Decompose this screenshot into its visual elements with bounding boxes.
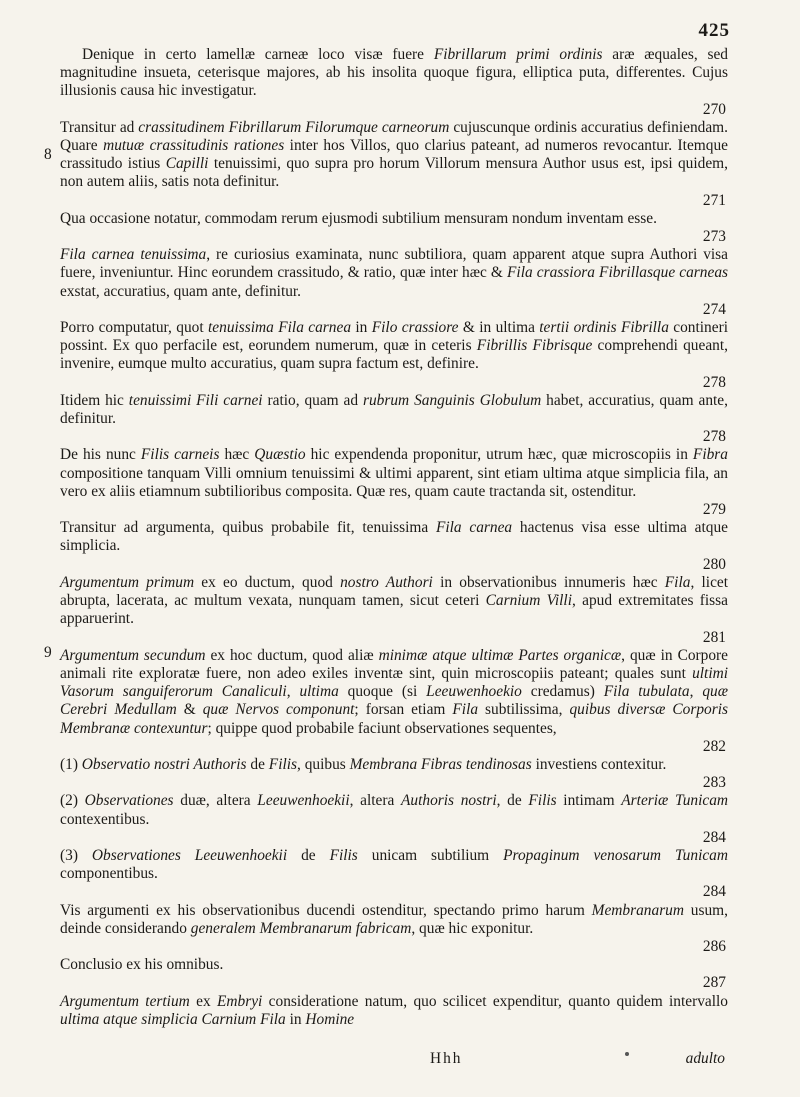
paragraph-text: ex hoc ductum, quod aliæ	[205, 646, 379, 664]
section-reference-number: 283	[702, 774, 726, 792]
italic-term: Filis carneis	[140, 446, 220, 464]
signature-mark: Hhh	[430, 1050, 463, 1067]
section-reference-number: 284	[702, 828, 726, 846]
paragraph-text: investiens contexitur.	[531, 755, 667, 773]
paragraph-text: ,	[286, 683, 300, 701]
paragraph-text: Vis argumenti ex his observationibus ducendi ostenditur, spectando primo harum	[60, 901, 592, 919]
paragraph-text: De his nunc	[60, 446, 141, 464]
summary-paragraph	[60, 902, 728, 938]
italic-term: Fibrillarum primi ordinis	[433, 46, 603, 63]
italic-term: Filis	[528, 792, 557, 810]
italic-term: Filo crassiore	[371, 319, 459, 337]
paragraph-text: contineri possint. Ex quo perfacile est, eorundem numerum, quæ in ceteris	[60, 319, 728, 355]
paragraph-text: ex	[189, 992, 218, 1010]
section-reference-number: 284	[702, 883, 726, 901]
paragraph-text: hic expendenda proponitur, utrum hæc, quæ microscopiis in	[305, 446, 693, 464]
paragraph-text: tenuissimi, quo supra pro horum Villorum mensura Author usus est, ipsi quidem, non autem aliis, satis nota definitur.	[60, 155, 728, 191]
italic-term: Quæstio	[254, 446, 306, 464]
italic-term: ultimi Vasorum sanguiferorum Canaliculi	[60, 664, 728, 701]
paragraph-text: quoque (si	[338, 683, 427, 701]
paragraph-text: aræ æquales, sed magnitudine insueta, ceterisque majores, ab his insolita quoque figura, elliptica puta, differentes. Cujus illusionis causa hic investigatur.	[60, 46, 728, 100]
paragraph-text: credamus)	[521, 683, 604, 701]
italic-term: ultima atque simplicia Carnium Fila	[60, 1010, 286, 1028]
margin-number: 9	[44, 644, 52, 661]
paragraph-text: ; forsan etiam	[354, 701, 453, 719]
paragraph-text: Transitur ad	[60, 118, 139, 136]
italic-term: Fila crassiora Fibrillasque carneas	[507, 264, 728, 282]
italic-term: Fila carnea	[435, 519, 513, 537]
summary-paragraph	[60, 210, 728, 228]
paragraph-text: cujuscunque ordinis accuratius definiendam. Quare	[60, 118, 728, 155]
paragraph-text: , de	[496, 792, 529, 810]
italic-term: Observationes Leeuwenhoekii	[91, 846, 288, 864]
paragraph-text: exstat, accuratius, quam ante, definitur.	[60, 282, 302, 300]
paragraph-text: usum, deinde considerando	[60, 901, 728, 937]
italic-term: nostro Authori	[340, 573, 433, 591]
paragraph-text: consideratione natum, quo scilicet expenditur, quanto quidem intervallo	[262, 992, 728, 1010]
paragraph-text: componentibus.	[60, 865, 158, 883]
italic-term: Carnium Villi	[485, 592, 572, 610]
section-reference-number: 273	[702, 228, 726, 246]
italic-term: Argumentum secundum	[60, 646, 206, 664]
italic-term: Capilli	[165, 155, 209, 173]
page-number: 425	[698, 20, 730, 41]
paragraph-text: in	[285, 1010, 306, 1028]
summary-paragraph	[60, 392, 728, 428]
paragraph-text: , quæ hic exponitur.	[411, 919, 534, 937]
section-reference-number: 280	[702, 555, 726, 573]
catchword: adulto	[685, 1050, 725, 1067]
paragraph-text: contexentibus.	[60, 810, 150, 828]
section-reference-number: 270	[702, 100, 726, 118]
summary-paragraph	[60, 119, 728, 192]
italic-term: quæ Cerebri Medullam	[60, 683, 728, 719]
section-reference-number: 281	[702, 628, 726, 646]
paragraph-text: Denique in certo lamellæ carneæ loco visæ fuere	[82, 46, 434, 63]
italic-term: Leeuwenhoekio	[426, 683, 522, 701]
paragraph-text: de	[287, 846, 330, 864]
paragraph-text: , licet abrupta, lacerata, ac multum vexata, nunquam tamen, sicut ceteri	[60, 573, 729, 610]
italic-term: minimæ atque ultimæ Partes organicæ	[378, 646, 622, 664]
paragraph-text: de	[246, 755, 269, 773]
summary-paragraph	[60, 756, 728, 774]
paragraph-text: hæc	[219, 446, 255, 464]
paragraph-text: hactenus visa esse ultima atque simplicia.	[60, 519, 729, 555]
italic-term: Arteriæ Tunicam	[621, 792, 729, 810]
paragraph-text: , re curiosius examinata, nunc subtiliora, quam apparent atque supra Authori visa fuere, inveniuntur. Hinc eorundem crassitudo, & ratio, quæ inter hæc &	[60, 246, 728, 282]
italic-term: Propaginum venosarum Tunicam	[503, 846, 728, 864]
italic-term: ultima	[299, 683, 339, 701]
summary-paragraph	[60, 519, 728, 555]
italic-term: Membrana Fibras tendinosas	[349, 755, 532, 773]
paragraph-text: ex eo ductum, quod	[194, 573, 341, 591]
summary-text-body	[60, 46, 728, 1029]
paragraph-text: & in ultima	[458, 319, 540, 337]
summary-paragraph	[60, 46, 728, 101]
italic-term: Argumentum tertium	[60, 992, 190, 1010]
paragraph-text: in observationibus innumeris hæc	[432, 573, 665, 591]
italic-term: Fila	[452, 701, 479, 719]
italic-term: tenuissimi Fili carnei	[128, 391, 263, 409]
paragraph-text: (3)	[60, 846, 92, 864]
italic-term: Fila carnea tenuissima	[60, 246, 207, 264]
paragraph-text: unicam subtilium	[357, 846, 504, 864]
italic-term: quibus diversæ Corporis Membranæ contexuntur	[60, 701, 729, 737]
italic-term: Filis	[268, 755, 298, 773]
paragraph-text: subtilissima,	[478, 701, 570, 719]
paragraph-text: duæ, altera	[173, 792, 258, 810]
paragraph-text: ,	[689, 683, 703, 701]
summary-paragraph	[60, 847, 728, 883]
summary-paragraph	[60, 446, 728, 501]
italic-term: Filis	[329, 846, 358, 864]
section-reference-number: 271	[702, 191, 726, 209]
paragraph-text: ratio, quam ad	[262, 391, 363, 409]
paragraph-text: , apud extremitates fissa apparuerint.	[60, 592, 728, 628]
italic-term: Leeuwenhoekii	[257, 792, 350, 810]
italic-term: Fibra	[692, 446, 728, 464]
italic-term: generalem Membranarum fabricam	[190, 919, 412, 937]
paragraph-text: ; quippe quod probabile faciunt observationes sequentes,	[207, 719, 557, 737]
italic-term: Argumentum primum	[60, 573, 195, 591]
paragraph-text: habet, accuratius, quam ante, definitur.	[60, 391, 728, 428]
paragraph-text: inter hos Villos, quo clarius pateant, ad numeros revocantur. Itemque crassitudo istius	[60, 137, 728, 173]
margin-number: 8	[44, 146, 52, 163]
italic-term: rubrum Sanguinis Globulum	[362, 391, 542, 409]
summary-paragraph	[60, 246, 728, 301]
italic-term: mutuæ crassitudinis rationes	[103, 137, 285, 155]
paragraph-text: Conclusio ex his omnibus.	[60, 956, 224, 974]
italic-term: Observatio nostri Authoris	[81, 755, 247, 773]
italic-term: quæ Nervos componunt	[202, 701, 355, 719]
italic-term: Membranarum	[591, 901, 684, 919]
italic-term: tenuissima Fila carnea	[208, 319, 352, 337]
summary-paragraph	[60, 792, 728, 828]
section-reference-number: 278	[702, 428, 726, 446]
paragraph-text: Porro computatur, quot	[60, 319, 209, 337]
italic-term: Fibrillis Fibrisque	[476, 337, 593, 355]
summary-paragraph	[60, 956, 728, 974]
italic-term: Authoris nostri	[401, 792, 497, 810]
paragraph-text: (2)	[60, 792, 85, 810]
paragraph-text: comprehendi queant, invenire, eumque multo accuratius, quam supra factum est, definire.	[60, 337, 728, 373]
summary-paragraph	[60, 319, 728, 374]
italic-term: Observationes	[84, 792, 174, 810]
section-reference-number: 278	[702, 373, 726, 391]
italic-term: tertii ordinis Fibrilla	[539, 319, 669, 337]
paragraph-text: , altera	[349, 792, 402, 810]
paragraph-text: Transitur ad argumenta, quibus probabile fit, tenuissima	[60, 519, 436, 537]
section-reference-number: 279	[702, 501, 726, 519]
paragraph-text: (1)	[60, 755, 82, 773]
paragraph-text: , quæ in Corpore animali rite exploratæ fuere, non adeo exiles inventæ sint, quin microscopiis pateant; quales sunt	[60, 646, 729, 682]
paragraph-text: compositione tanquam Villi omnium tenuissimi & ultimi apparent, sint etiam ultima atque simplicia fila, an vero ex aliis etiamnum subtilioribus composita. Quæ res, quam caute tractanda sit, ostenditur.	[60, 464, 728, 500]
paragraph-text: Qua occasione notatur, commodam rerum ejusmodi subtilium mensuram nondum inventam esse.	[60, 209, 657, 227]
paragraph-text: Itidem hic	[60, 391, 129, 409]
section-reference-number: 274	[702, 300, 726, 318]
paragraph-text: intimam	[556, 792, 622, 810]
italic-term: Embryi	[217, 992, 263, 1010]
italic-term: Fila tubulata	[603, 683, 690, 701]
italic-term: Fila	[664, 573, 691, 591]
summary-paragraph	[60, 993, 728, 1029]
section-reference-number: 286	[702, 937, 726, 955]
ink-speck	[625, 1052, 629, 1056]
summary-paragraph	[60, 574, 728, 629]
summary-paragraph	[60, 647, 728, 738]
paragraph-text: in	[351, 319, 372, 337]
italic-term: Homine	[305, 1010, 355, 1028]
section-reference-number: 282	[702, 737, 726, 755]
paragraph-text: &	[176, 701, 203, 719]
italic-term: crassitudinem Fibrillarum Filorumque carneorum	[138, 118, 450, 136]
paragraph-text: , quibus	[297, 755, 350, 773]
section-reference-number: 287	[702, 974, 726, 992]
